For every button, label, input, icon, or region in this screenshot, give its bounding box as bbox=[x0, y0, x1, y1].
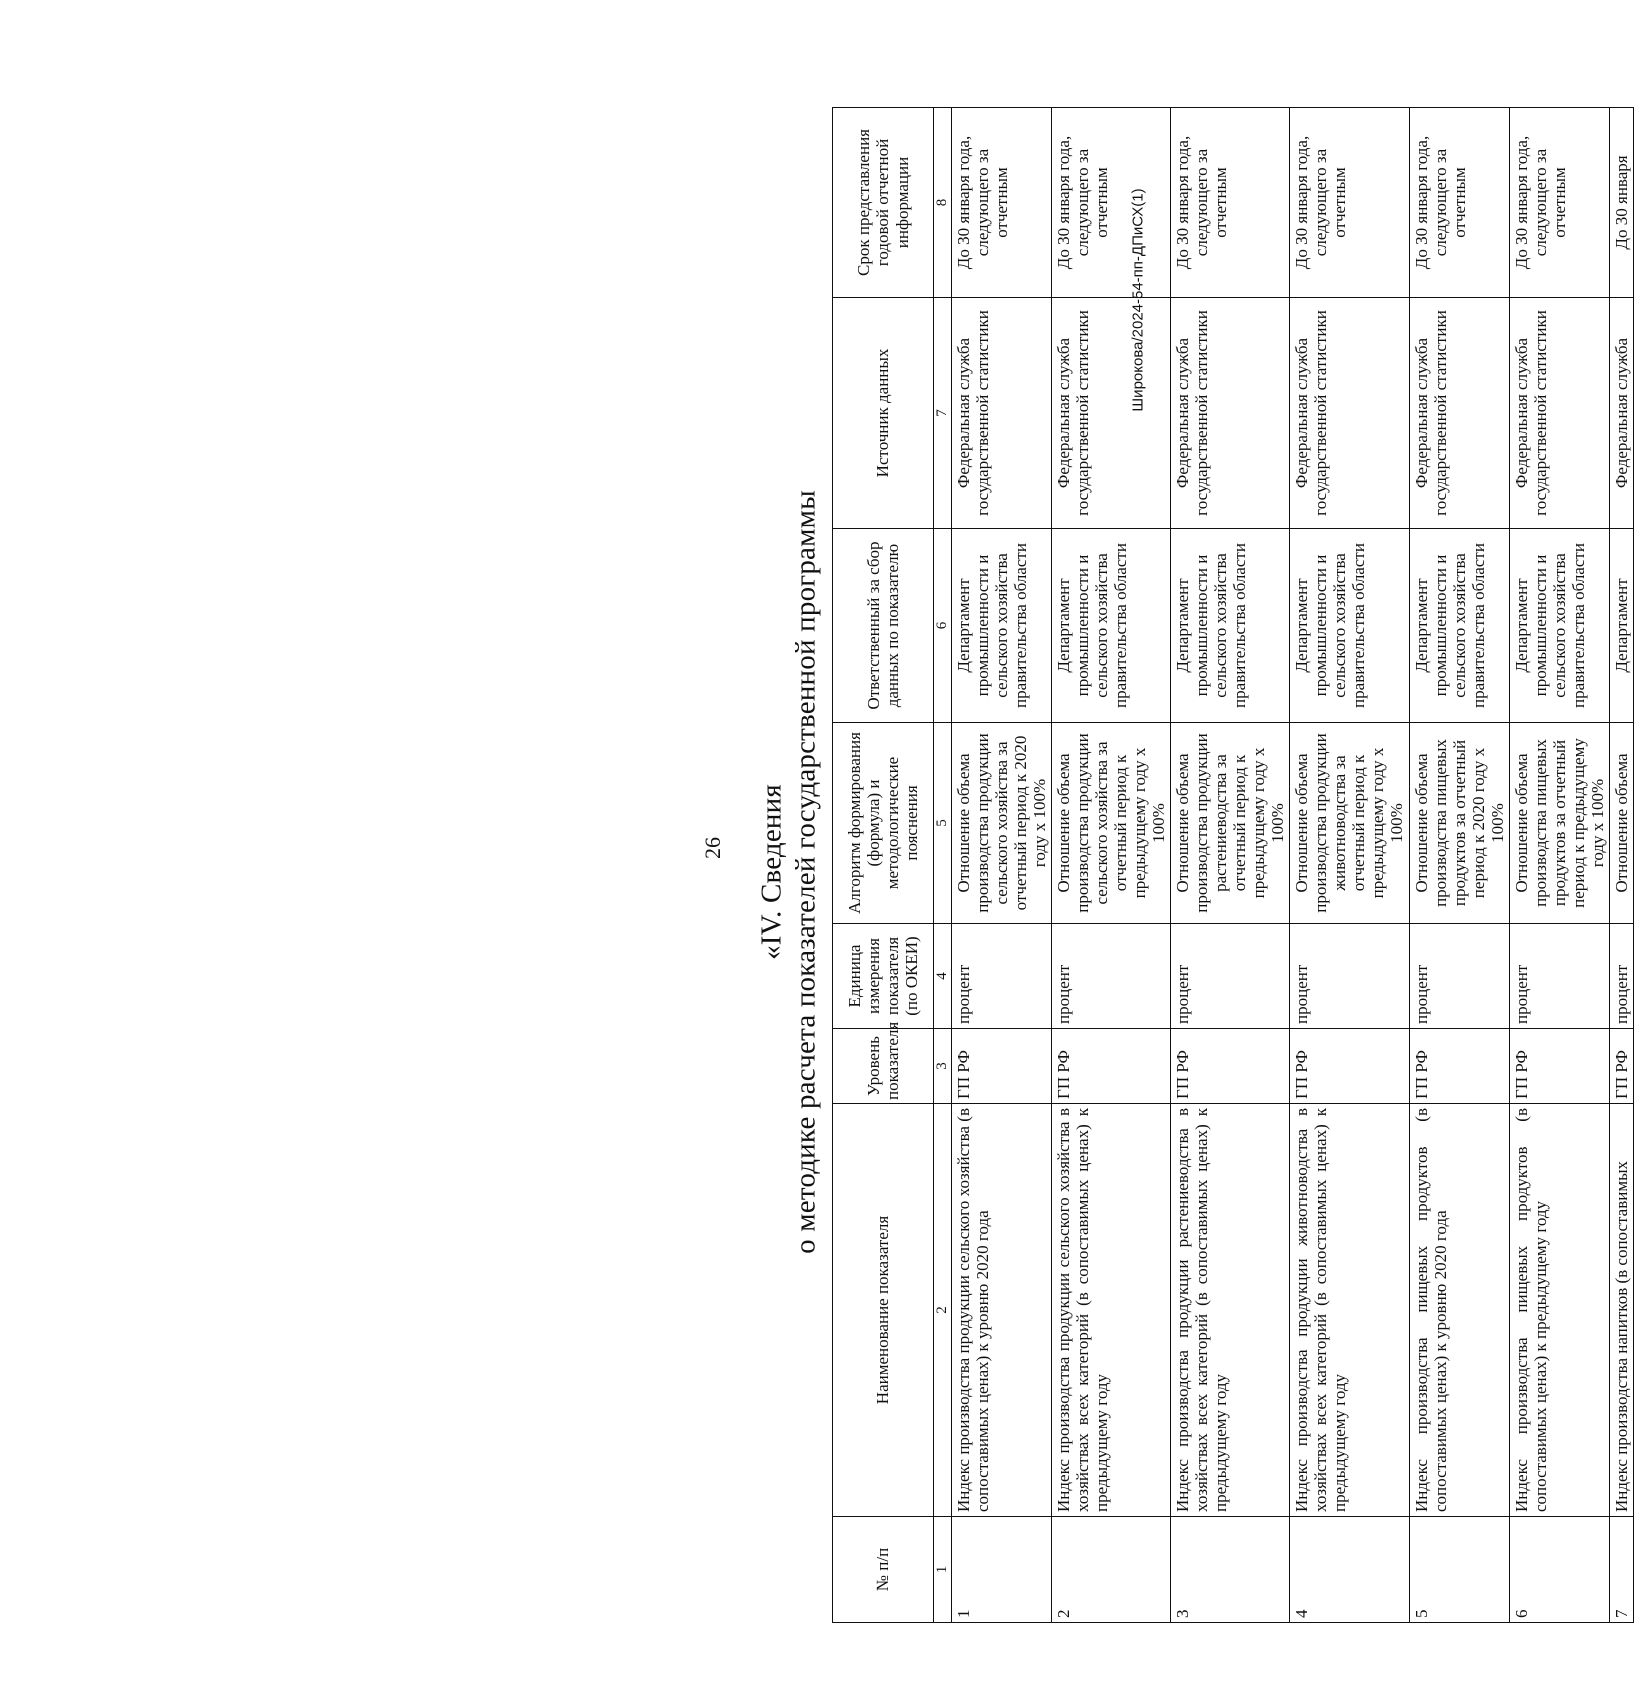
indicator-algorithm: Отношение объема производства продукции сельского хозяйства за отчетный период к 2020 году x 100% bbox=[951, 723, 1051, 924]
row-number: 3 bbox=[1171, 1517, 1290, 1623]
table-row bbox=[951, 108, 1051, 1623]
reporting-deadline: До 30 января года, следующего за отчетным bbox=[1409, 108, 1509, 298]
header-cell: Срок представления годовой отчетной информации bbox=[833, 108, 934, 298]
data-source: Федеральная служба государственной статистики bbox=[951, 298, 1051, 529]
table-row bbox=[1051, 108, 1170, 1623]
column-number: 4 bbox=[934, 924, 952, 1029]
indicator-unit: процент bbox=[1171, 924, 1290, 1029]
row-number: 6 bbox=[1509, 1517, 1609, 1623]
header-cell: Алгоритм формирования (формула) и методологические пояснения bbox=[833, 723, 934, 924]
data-source: Федеральная служба государственной статистики bbox=[1171, 298, 1290, 529]
column-number: 5 bbox=[934, 723, 952, 924]
responsible-party: Департамент промышленности и сельского хозяйства правительства области bbox=[951, 529, 1051, 723]
indicator-unit: процент bbox=[1509, 924, 1609, 1029]
header-cell: Источник данных bbox=[833, 298, 934, 529]
responsible-party: Департамент bbox=[1609, 529, 1633, 723]
header-cell: Единица измерения показателя (по ОКЕИ) bbox=[833, 924, 934, 1029]
row-number: 1 bbox=[951, 1517, 1051, 1623]
section-heading: «IV. Сведения bbox=[755, 784, 788, 960]
indicator-name: Индекс производства продукции сельского хозяйства (в сопоставимых ценах) к уровню 2020 года bbox=[951, 1104, 1051, 1517]
row-number: 7 bbox=[1609, 1517, 1633, 1623]
column-number: 3 bbox=[934, 1029, 952, 1104]
table-row bbox=[1171, 108, 1290, 1623]
reporting-deadline: До 30 января года, следующего за отчетным bbox=[1290, 108, 1409, 298]
column-number-row bbox=[934, 108, 952, 1623]
data-source: Федеральная служба государственной статистики bbox=[1409, 298, 1509, 529]
indicator-algorithm: Отношение объема производства продукции растениеводства за отчетный период к предыдущему году x 100% bbox=[1171, 723, 1290, 924]
indicator-algorithm: Отношение объема производства продукции сельского хозяйства за отчетный период к предыдущему году x 100% bbox=[1051, 723, 1170, 924]
indicator-unit: процент bbox=[1051, 924, 1170, 1029]
table-header-row bbox=[833, 108, 934, 1623]
header-cell: Уровень показателя bbox=[833, 1029, 934, 1104]
section-subheading: о методике расчета показателей государственной программы bbox=[789, 490, 822, 1254]
reporting-deadline: До 30 января года, следующего за отчетным bbox=[1171, 108, 1290, 298]
data-source: Федеральная служба государственной статистики bbox=[1509, 298, 1609, 529]
table-row bbox=[1290, 108, 1409, 1623]
row-number: 2 bbox=[1051, 1517, 1170, 1623]
indicator-name: Индекс производства продукции растениеводства в хозяйствах всех категорий (в сопоставимых ценах) к предыдущему году bbox=[1171, 1104, 1290, 1517]
indicator-name: Индекс производства продукции сельского хозяйства в хозяйствах всех категорий (в сопоставимых ценах) к предыдущему году bbox=[1051, 1104, 1170, 1517]
indicator-level: ГП РФ bbox=[1509, 1029, 1609, 1104]
indicator-algorithm: Отношение объема производства пищевых продуктов за отчетный период к предыдущему году x 100% bbox=[1509, 723, 1609, 924]
reporting-deadline: До 30 января года, следующего за отчетным bbox=[1051, 108, 1170, 298]
document-reference: Широкова/2024-54-пп-ДПиСХ(1) bbox=[1129, 188, 1147, 412]
table-row bbox=[1609, 108, 1633, 1623]
reporting-deadline: До 30 января bbox=[1609, 108, 1633, 298]
indicator-level: ГП РФ bbox=[1409, 1029, 1509, 1104]
indicator-level: ГП РФ bbox=[1051, 1029, 1170, 1104]
page-number: 26 bbox=[700, 837, 725, 859]
indicator-unit: процент bbox=[951, 924, 1051, 1029]
responsible-party: Департамент промышленности и сельского хозяйства правительства области bbox=[1409, 529, 1509, 723]
responsible-party: Департамент промышленности и сельского хозяйства правительства области bbox=[1171, 529, 1290, 723]
indicator-name: Индекс производства напитков (в сопоставимых bbox=[1609, 1104, 1633, 1517]
indicator-level: ГП РФ bbox=[1609, 1029, 1633, 1104]
data-source: Федеральная служба государственной статистики bbox=[1051, 298, 1170, 529]
reporting-deadline: До 30 января года, следующего за отчетным bbox=[951, 108, 1051, 298]
reporting-deadline: До 30 января года, следующего за отчетным bbox=[1509, 108, 1609, 298]
indicator-unit: процент bbox=[1290, 924, 1409, 1029]
indicator-level: ГП РФ bbox=[1171, 1029, 1290, 1104]
indicator-name: Индекс производства продукции животноводства в хозяйствах всех категорий (в сопоставимых ценах) к предыдущему году bbox=[1290, 1104, 1409, 1517]
indicator-level: ГП РФ bbox=[1290, 1029, 1409, 1104]
indicator-unit: процент bbox=[1409, 924, 1509, 1029]
indicator-name: Индекс производства пищевых продуктов (в сопоставимых ценах) к предыдущему году bbox=[1509, 1104, 1609, 1517]
indicator-algorithm: Отношение объема bbox=[1609, 723, 1633, 924]
responsible-party: Департамент промышленности и сельского хозяйства правительства области bbox=[1290, 529, 1409, 723]
table-row bbox=[1409, 108, 1509, 1623]
header-cell: Ответственный за сбор данных по показателю bbox=[833, 529, 934, 723]
column-number: 7 bbox=[934, 298, 952, 529]
indicator-algorithm: Отношение объема производства продукции животноводства за отчетный период к предыдущему году x 100% bbox=[1290, 723, 1409, 924]
indicator-unit: процент bbox=[1609, 924, 1633, 1029]
column-number: 1 bbox=[934, 1517, 952, 1623]
table-row bbox=[1509, 108, 1609, 1623]
data-source: Федеральная служба bbox=[1609, 298, 1633, 529]
column-number: 8 bbox=[934, 108, 952, 298]
indicator-name: Индекс производства пищевых продуктов (в сопоставимых ценах) к уровню 2020 года bbox=[1409, 1104, 1509, 1517]
row-number: 4 bbox=[1290, 1517, 1409, 1623]
header-cell: № п/п bbox=[833, 1517, 934, 1623]
responsible-party: Департамент промышленности и сельского хозяйства правительства области bbox=[1509, 529, 1609, 723]
header-cell: Наименование показателя bbox=[833, 1104, 934, 1517]
row-number: 5 bbox=[1409, 1517, 1509, 1623]
indicator-level: ГП РФ bbox=[951, 1029, 1051, 1104]
indicators-table bbox=[832, 107, 1634, 1623]
data-source: Федеральная служба государственной статистики bbox=[1290, 298, 1409, 529]
column-number: 2 bbox=[934, 1104, 952, 1517]
indicator-algorithm: Отношение объема производства пищевых продуктов за отчетный период к 2020 году x 100% bbox=[1409, 723, 1509, 924]
responsible-party: Департамент промышленности и сельского хозяйства правительства области bbox=[1051, 529, 1170, 723]
column-number: 6 bbox=[934, 529, 952, 723]
